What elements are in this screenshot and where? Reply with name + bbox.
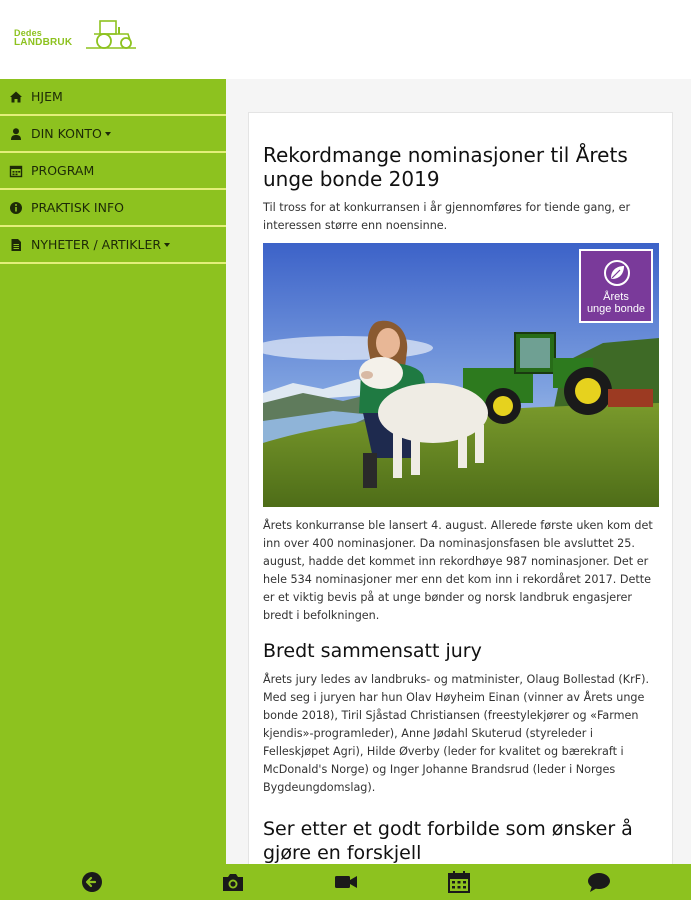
sidebar-item-din-konto[interactable] [0,116,226,153]
article-paragraph-2: Årets jury ledes av landbruks- og matminister, Olaug Bollestad (KrF). Med seg i juryen har hun Olav Høyheim Einan (vinner av Årets unge bonde 2018), Tiril Sjåstad Christiansen (freestylekjører og «Farmen kjendis»-programleder), Anne Jødahl Skuterud (styreleder i Felleskjøpet Agri), Hilde Øverby (leder for kvalitet og bærekraft i McDonald's Norge) og Inger Johanne Brandsrud (leder i Norges Bygdeungdomslag). [263,673,650,794]
chevron-down-icon [164,243,170,247]
article-paragraph-1: Årets konkurranse ble lansert 4. august. Allerede første uken kom det inn over 400 nominasjoner. Da nominasjonsfasen ble avsluttet 25. august, hadde det kommet inn rekordhøye 987 nominasjoner. Det er hele 534 nominasjoner mer enn det kom inn i rekordåret 2017. Dette er et viktig bevis på at unge bønder og norsk landbruk engasjerer bredt i befolkningen. [263,519,653,622]
hero-image[interactable] [263,243,659,507]
article-intro: Til tross for at konkurransen i år gjennomføres for tiende gang, er interessen større enn noensinne. [263,201,631,232]
sidebar-item-label: DIN KONTO [31,126,102,141]
logo-line2: LANDBRUK [14,37,73,48]
article-card[interactable] [248,112,673,872]
sidebar-item-nyheter-artikler[interactable] [0,227,226,264]
header [0,0,691,80]
sidebar-item-label: PRAKTISK INFO [31,200,124,215]
chevron-down-icon [105,132,111,136]
badge-line2: unge bonde [586,303,646,315]
back-arrow-icon[interactable] [80,871,104,893]
sidebar-nav [0,79,226,864]
sidebar-item-program[interactable] [0,153,226,190]
article-title: Rekordmange nominasjoner til Årets unge bonde 2019 [263,143,628,191]
sidebar-item-label: PROGRAM [31,163,95,178]
calendar-icon[interactable] [447,871,471,893]
logo-line1: Dedes [14,28,43,38]
video-icon[interactable] [334,871,358,893]
bottom-toolbar [0,864,691,900]
logo-text [14,29,72,47]
article-heading-jury: Bredt sammensatt jury [263,640,482,662]
user-icon [9,127,23,141]
badge-line1: Årets [603,291,629,303]
sidebar-item-label: NYHETER / ARTIKLER [31,237,162,252]
sidebar-item-hjem[interactable] [0,79,226,116]
arets-unge-bonde-badge [579,249,653,323]
home-icon [9,90,23,104]
calendar-icon [9,164,23,178]
camera-icon[interactable] [221,871,245,893]
article [263,143,661,872]
chat-icon[interactable] [587,871,611,893]
article-heading-forbilde: Ser etter et godt forbilde som ønsker å gjøre en forskjell [263,818,633,864]
sidebar-item-label: HJEM [31,89,63,104]
leaf-icon [603,259,631,287]
tractor-logo-icon [84,18,138,52]
document-icon [9,238,23,252]
info-icon [9,201,23,215]
app-logo[interactable] [14,18,144,58]
sidebar-item-praktisk-info[interactable] [0,190,226,227]
